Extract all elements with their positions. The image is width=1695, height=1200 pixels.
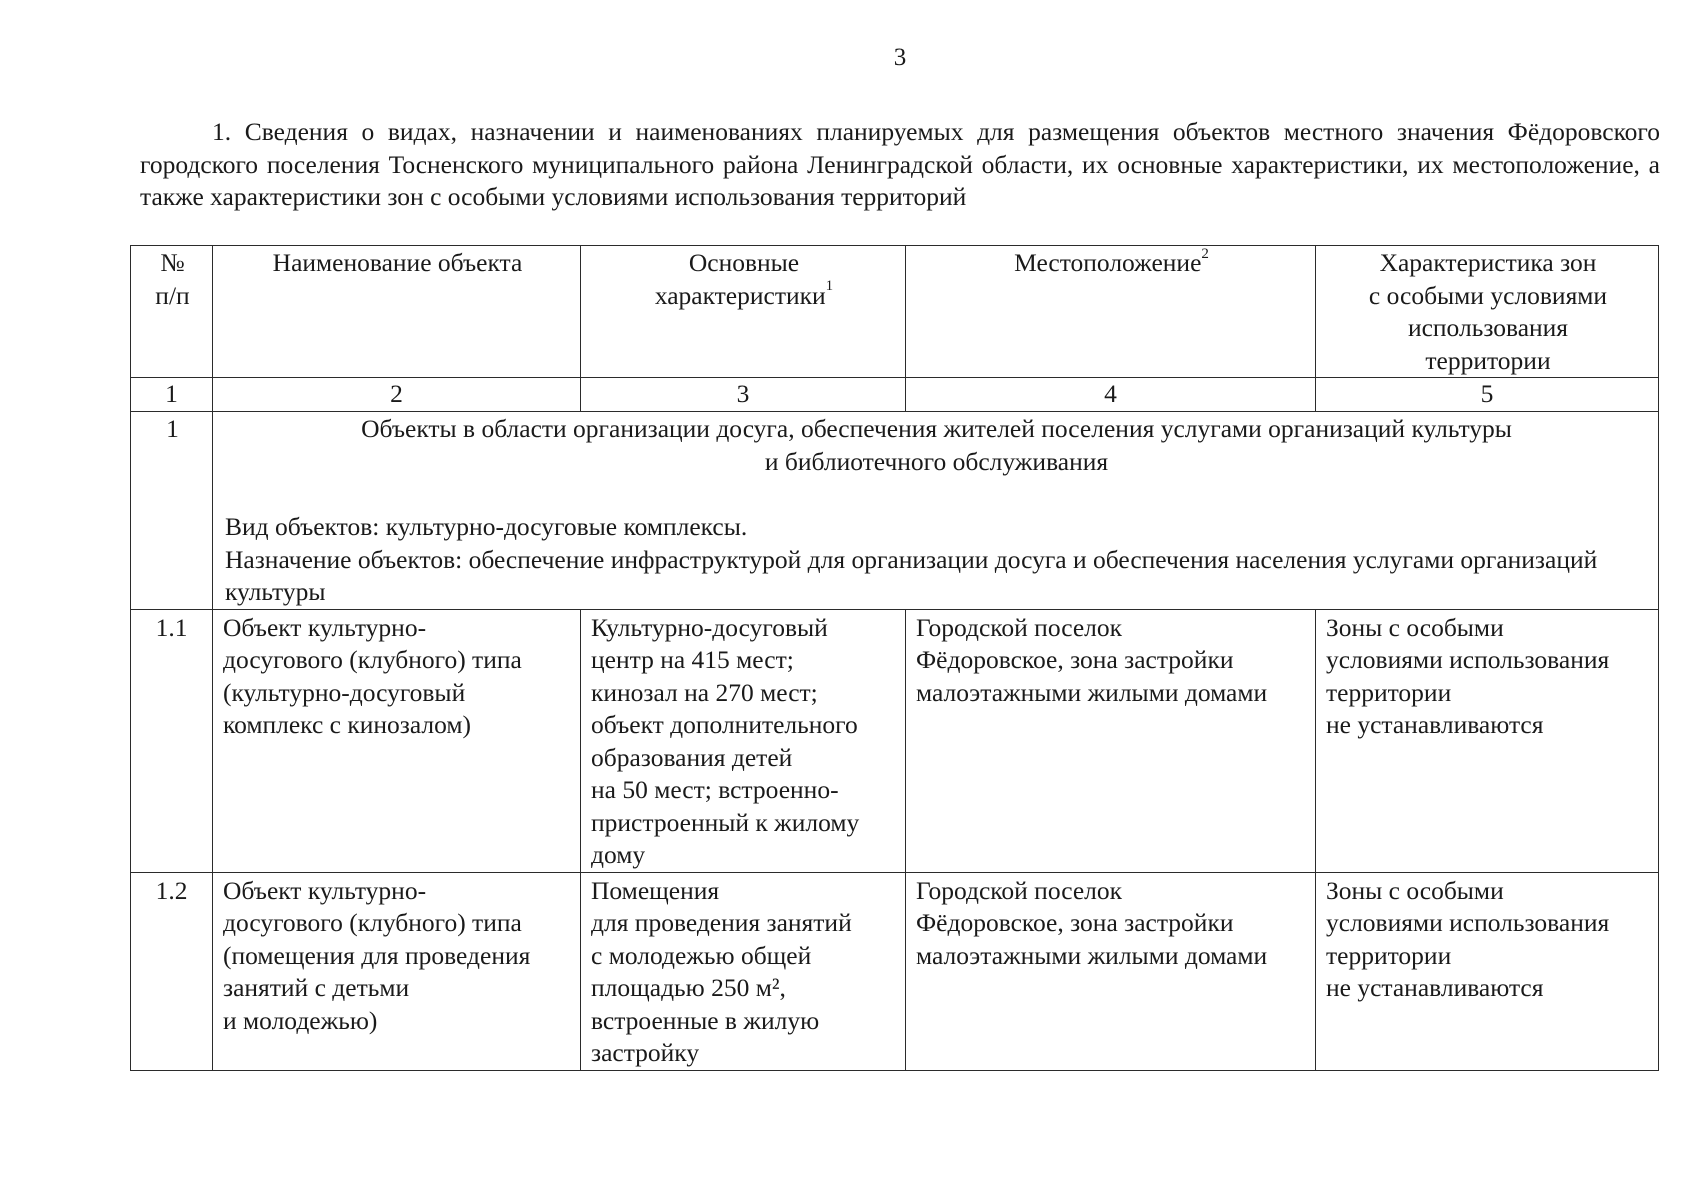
header-num-line1: №: [160, 248, 185, 277]
header-characteristics: [581, 246, 906, 378]
zones-line: территории: [1326, 940, 1452, 970]
chars-line: объект дополнительного: [591, 710, 858, 739]
name-line: (помещения для проведения: [223, 940, 531, 970]
chars-line: Культурно-досуговый: [591, 612, 828, 642]
chars-line: центр на 415 мест;: [591, 645, 794, 674]
name-line: Объект культурно-: [223, 612, 427, 642]
footnote-marker-1: 1: [825, 278, 834, 294]
header-num-line2: п/п: [155, 280, 190, 310]
zones-line: условиями использования: [1326, 908, 1610, 937]
section-body: [213, 412, 1659, 610]
name-line: комплекс с кинозалом): [223, 710, 471, 739]
header-zones-line1: Характеристика зон: [1379, 248, 1597, 277]
section-title-line2: и библиотечного обслуживания: [764, 446, 1109, 476]
header-characteristics-line2: характеристики: [654, 280, 826, 310]
header-num: [131, 246, 213, 378]
section-kind: Вид объектов: культурно-досуговые комплексы.: [225, 512, 748, 541]
object-zones-cell: [1316, 872, 1659, 1070]
object-name-cell: [213, 872, 581, 1070]
row-number: 1.2: [131, 872, 213, 1070]
table-row: [131, 872, 1659, 1070]
objects-table: [130, 245, 1659, 1071]
header-name: Наименование объекта: [213, 246, 581, 378]
section-row: [131, 412, 1659, 610]
chars-line: для проведения занятий: [591, 908, 852, 937]
object-name-cell: [213, 609, 581, 872]
location-line: Фёдоровское, зона застройки: [916, 908, 1234, 937]
chars-line: Помещения: [591, 875, 720, 905]
name-line: досугового (клубного) типа: [223, 645, 522, 674]
footnote-marker-2: 2: [1201, 245, 1209, 262]
chars-line: дому: [591, 840, 646, 869]
section-title: [225, 413, 1648, 478]
zones-line: территории: [1326, 677, 1452, 707]
section-title-line1: Объекты в области организации досуга, обеспечения жителей поселения услугами организаций культуры: [361, 414, 1512, 443]
chars-line: встроенные в жилую: [591, 1005, 820, 1035]
location-line: малоэтажными жилыми домами: [916, 940, 1268, 970]
table-row: [131, 609, 1659, 872]
column-number-cell: 4: [906, 378, 1316, 412]
column-number-cell: 1: [131, 378, 213, 412]
column-number-cell: 2: [213, 378, 581, 412]
chars-line: застройку: [591, 1038, 700, 1067]
object-location-cell: [906, 872, 1316, 1070]
column-number-row: [131, 378, 1659, 412]
zones-line: не устанавливаются: [1326, 973, 1544, 1002]
header-zones-line3: использования: [1407, 313, 1569, 342]
location-line: Фёдоровское, зона застройки: [916, 645, 1234, 674]
column-number-cell: 3: [581, 378, 906, 412]
location-line: Городской поселок: [916, 612, 1123, 642]
table-header-row: [131, 246, 1659, 378]
zones-line: не устанавливаются: [1326, 710, 1544, 739]
chars-line: с молодежью общей: [591, 940, 812, 970]
object-location-cell: [906, 609, 1316, 872]
header-zones-line4: территории: [1425, 345, 1551, 375]
object-characteristics-cell: [581, 609, 906, 872]
name-line: занятий с детьми: [223, 973, 410, 1002]
name-line: Объект культурно-: [223, 875, 427, 905]
zones-line: Зоны с особыми: [1326, 875, 1504, 905]
row-number: 1.1: [131, 609, 213, 872]
page-number: 3: [893, 44, 907, 71]
location-line: малоэтажными жилыми домами: [916, 677, 1268, 707]
name-line: и молодежью): [223, 1005, 378, 1035]
location-line: Городской поселок: [916, 875, 1123, 905]
object-zones-cell: [1316, 609, 1659, 872]
header-characteristics-line1: Основные: [688, 248, 800, 277]
section-purpose: Назначение объектов: обеспечение инфраструктурой для организации досуга и обеспечения населения услугами организаций культуры: [225, 544, 1598, 606]
header-location-label: Местоположение: [1014, 248, 1202, 277]
chars-line: на 50 мест; встроенно-: [591, 775, 839, 804]
section-number: 1: [131, 412, 213, 610]
column-number-cell: 5: [1316, 378, 1659, 412]
chars-line: площадью 250 м²,: [591, 973, 786, 1002]
chars-line: пристроенный к жилому: [591, 807, 860, 837]
name-line: (культурно-досуговый: [223, 677, 466, 707]
zones-line: условиями использования: [1326, 645, 1610, 674]
header-zones-line2: с особыми условиями: [1368, 280, 1608, 310]
intro-paragraph: 1. Сведения о видах, назначении и наименованиях планируемых для размещения объектов местного значения Фёдоровского городского поселения Тосненского муниципального района Ленинградской области, их основные характеристики, их местоположение, а также характеристики зон с особыми условиями использования территорий: [140, 117, 1660, 211]
zones-line: Зоны с особыми: [1326, 612, 1504, 642]
header-location: [906, 246, 1316, 378]
header-zones: [1316, 246, 1659, 378]
name-line: досугового (клубного) типа: [223, 908, 522, 937]
chars-line: кинозал на 270 мест;: [591, 677, 818, 707]
object-characteristics-cell: [581, 872, 906, 1070]
chars-line: образования детей: [591, 742, 793, 772]
